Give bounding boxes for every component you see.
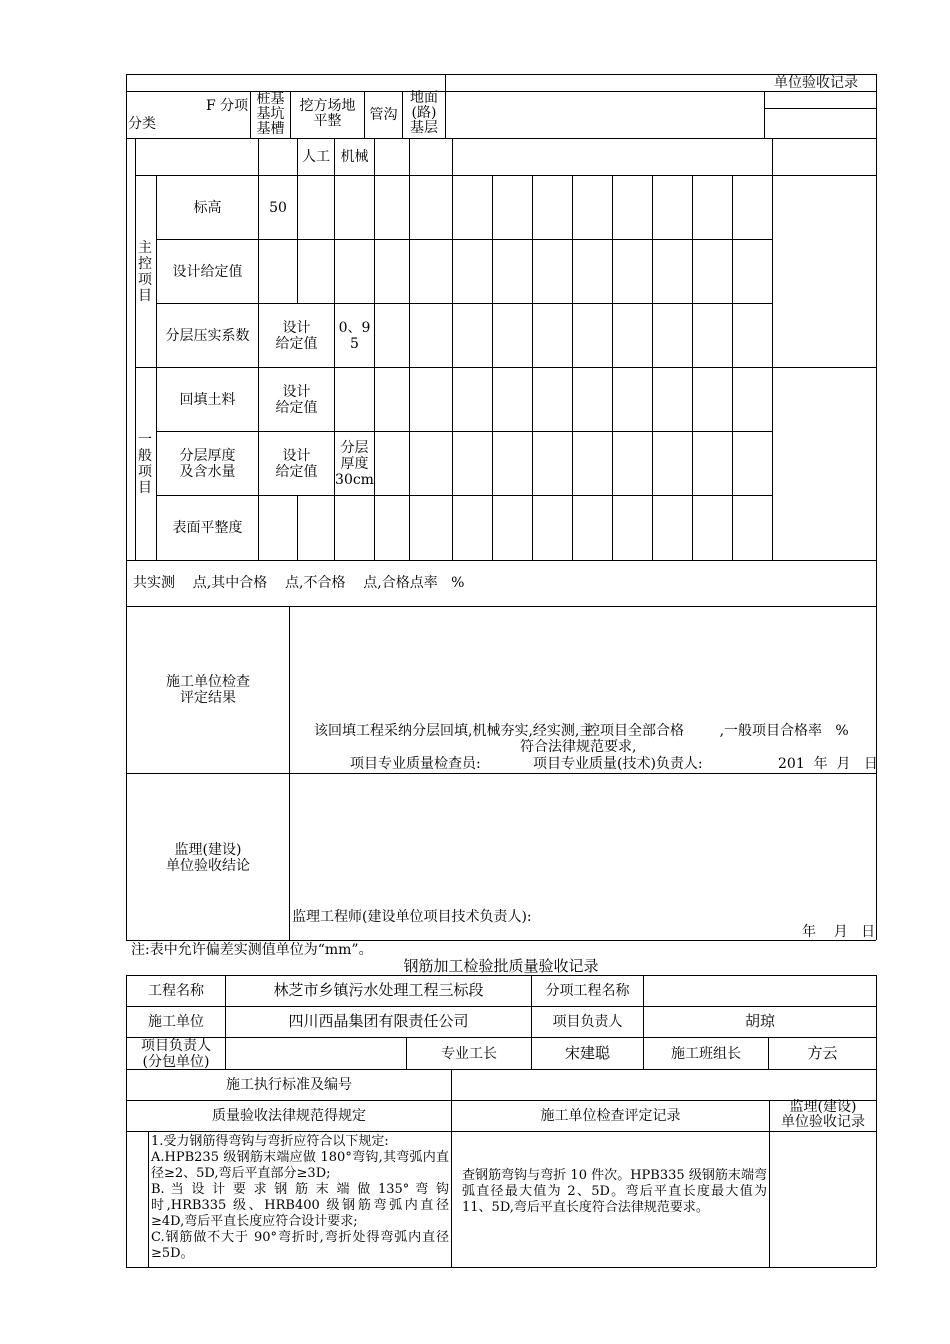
foreman-label: 专业工长 (441, 1046, 497, 1062)
row-layer-thickness-label: 分层厚度 及含水量 (179, 448, 236, 480)
main-items-label: 主控项目 (138, 240, 152, 304)
col-pipe-header: 管沟 (369, 107, 398, 123)
rebar-table-title: 钢筋加工检验批质量验收记录 (403, 957, 599, 975)
project-name-label: 工程名称 (148, 983, 204, 999)
technical-lead-label: 项目专业质量(技术)负责人: (533, 756, 703, 772)
construction-result-2: 符合法律规范要求, (520, 739, 637, 755)
contractor-label: 施工单位 (148, 1014, 204, 1030)
elevation-value: 50 (269, 200, 287, 216)
row-design-label: 设计给定值 (172, 264, 243, 280)
supervision-label: 监理(建设) 单位验收结论 (166, 842, 250, 874)
col-ground-header: 地面 (路) 基层 (410, 90, 438, 136)
team-leader-label: 施工班组长 (671, 1046, 741, 1062)
contractor-value: 四川西晶集团有限责任公司 (288, 1012, 469, 1030)
foreman-value: 宋建聪 (564, 1044, 610, 1062)
check-record-label: 施工单位检查评定记录 (540, 1108, 681, 1124)
manual-label: 人工 (302, 149, 330, 165)
machine-label: 机械 (340, 149, 369, 165)
row-flatness-label: 表面平整度 (172, 520, 243, 536)
note-text: 注:表中允许偏差实测值单位为“mm”。 (131, 942, 373, 958)
category-label: 分类 (128, 116, 156, 132)
row-fill-soil-label: 回填土料 (179, 392, 236, 408)
row-elevation-label: 标高 (193, 200, 222, 216)
header-acceptance-record: 单位验收记录 (774, 75, 858, 91)
project-manager-value: 胡琼 (744, 1012, 775, 1030)
construction-result-1: 该回填工程采纳分层回填,机械夯实,经实测,主 (314, 723, 594, 739)
total-measure-text: 共实测 点,其中合格 点,不合格 点,合格点率 % (133, 575, 465, 591)
project-name-value: 林芝市乡镇污水处理工程三标段 (273, 981, 484, 999)
spec-text: 1.受力钢筋得弯钩与弯折应符合以下规定: A.HPB235 级钢筋末端应做 180°弯钩,其弯弧内直径≥2、5D,弯后平直部分≥3D; B. 当 设 计 要 求 钢 筋 末 端 做 135° 弯 钩时,HRB335 级、HRB400 级钢筋弯弧内直径≥4D,弯后平直长度应符合设计要求; C.钢筋做不大于 90°弯折时,弯折处得弯弧内直径≥5D。 (151, 1134, 449, 1261)
sub-project-name-label: 分项工程名称 (545, 983, 630, 999)
standard-label: 施工执行标准及编号 (226, 1077, 352, 1093)
supervisor-engineer-label: 监理工程师(建设单位项目技术负责人): (292, 909, 532, 925)
layer-thickness-value: 分层 厚度 30cm (335, 440, 374, 488)
general-items-label: 一般项目 (138, 432, 152, 496)
compaction-value: 0、9 5 (338, 320, 371, 352)
construction-result-1b: 控项目全部合格 ,一般项目合格率 % (586, 723, 849, 739)
inspection-date: 201 年 月 日 (778, 756, 878, 772)
fill-soil-design-given: 设计 给定值 (275, 384, 318, 416)
project-manager-label: 项目负责人 (552, 1014, 623, 1030)
supervision-date: 年 月 日 (802, 924, 876, 940)
f-item-label: F 分项 (206, 98, 249, 114)
sub-manager-label: 项目负责人 (分包单位) (141, 1038, 211, 1070)
spec-label: 质量验收法律规范得规定 (212, 1108, 366, 1124)
team-leader-value: 方云 (807, 1044, 838, 1062)
layer-thickness-design-given: 设计 给定值 (275, 448, 318, 480)
supervision-record-label: 监理(建设) 单位验收记录 (781, 1099, 865, 1130)
row-compaction-label: 分层压实系数 (165, 328, 250, 344)
compaction-design-given: 设计 给定值 (275, 320, 318, 352)
col-pile-header: 桩基 基坑 基槽 (256, 91, 285, 137)
construction-check-label: 施工单位检查 评定结果 (166, 674, 250, 706)
col-dig-header: 挖方场地 平整 (299, 98, 356, 129)
quality-inspector-label: 项目专业质量检查员: (350, 756, 481, 772)
check-record-text: 查钢筋弯钩与弯折 10 件次。HPB335 级钢筋末端弯弧直径最大值为 2、5D。弯后平直长度最大值为 11、5D,弯后平直长度符合法律规范要求。 (462, 1168, 767, 1215)
